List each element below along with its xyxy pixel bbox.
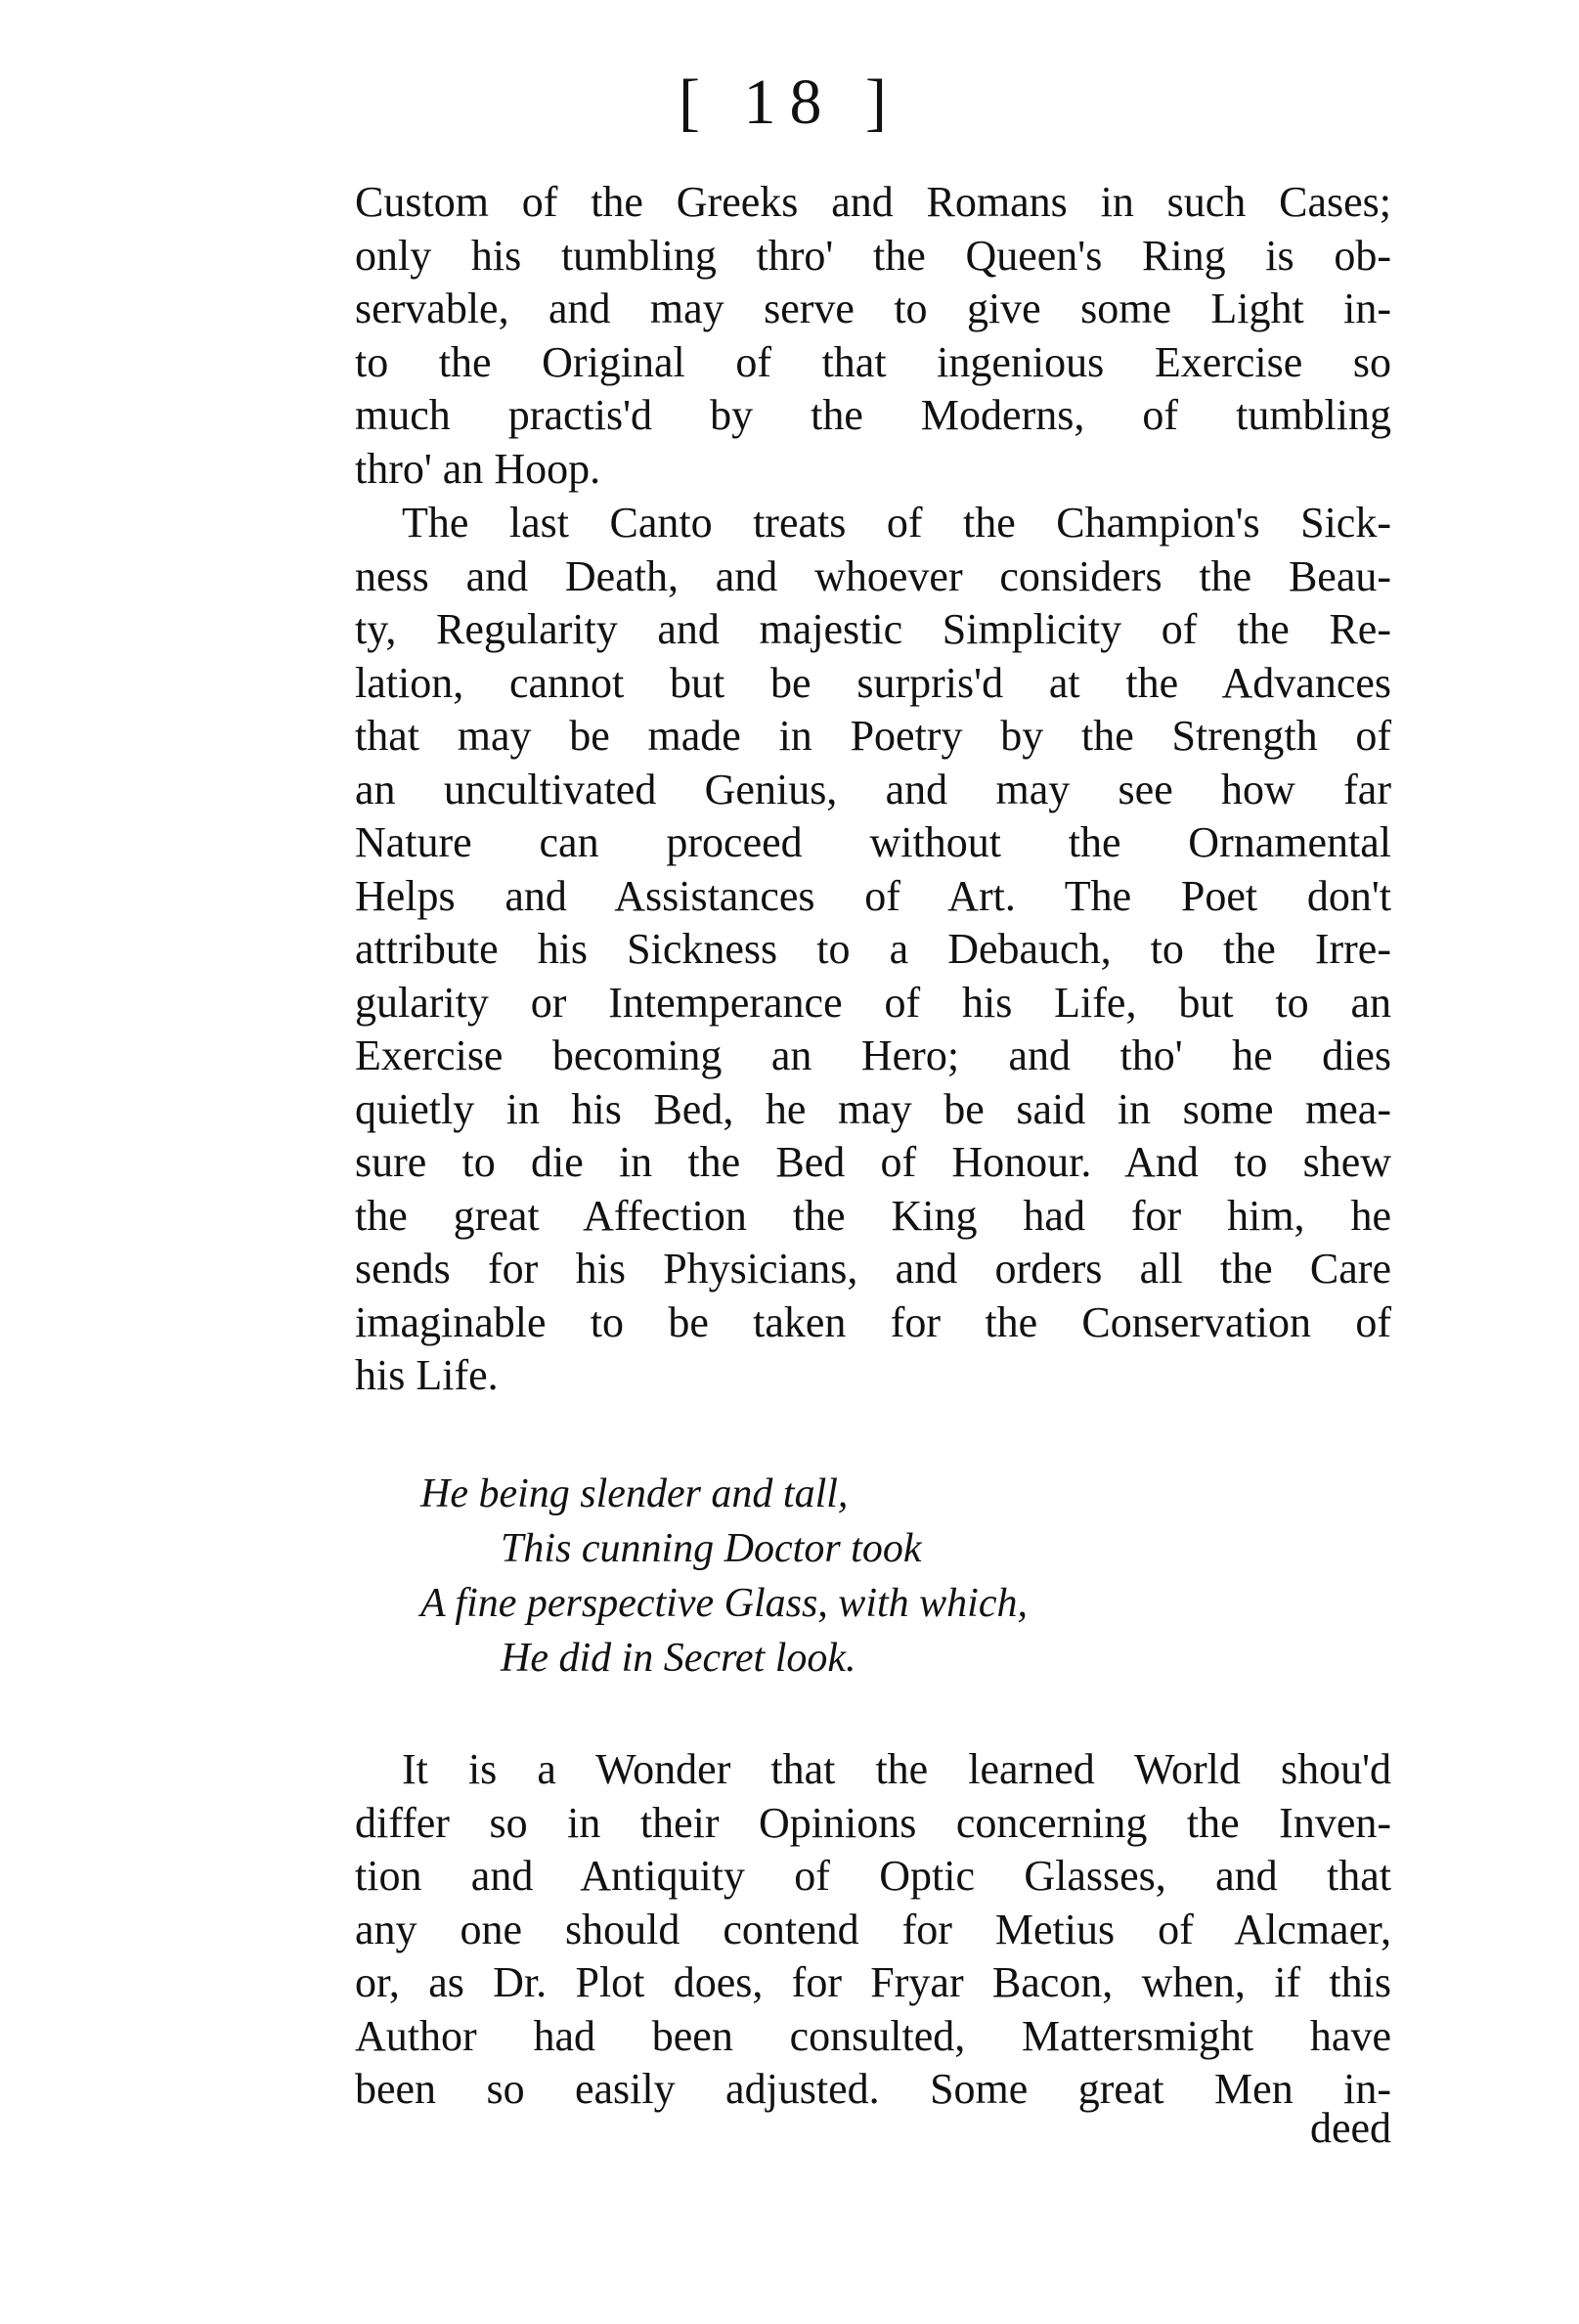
text-line: Exercise becoming an Hero; and tho' he dies — [355, 1031, 1391, 1079]
poem-line: A fine perspective Glass, with which, — [420, 1581, 1028, 1626]
text-line: ness and Death, and whoever considers the Beau- — [355, 551, 1391, 600]
text-line: an uncultivated Genius, and may see how far — [355, 765, 1391, 813]
text-line: quietly in his Bed, he may be said in some mea- — [355, 1084, 1391, 1133]
poem-line: He being slender and tall, — [420, 1471, 849, 1516]
text-line: tion and Antiquity of Optic Glasses, and that — [355, 1852, 1391, 1900]
text-line: that may be made in Poetry by the Strength of — [355, 712, 1391, 760]
paragraph-custom — [355, 176, 1391, 496]
text-line: Helps and Assistances of Art. The Poet don't — [355, 871, 1391, 920]
paragraph-last-canto — [355, 497, 1391, 1403]
text-line: Author had been consulted, Mattersmight have — [355, 2011, 1391, 2060]
text-line: servable, and may serve to give some Light in- — [355, 285, 1391, 332]
text-line: Nature can proceed without the Ornamental — [355, 818, 1391, 866]
text-line: thro' an Hoop. — [355, 444, 601, 493]
text-line: It is a Wonder that the learned World shou'd — [402, 1745, 1391, 1793]
text-line: attribute his Sickness to a Debauch, to the Irre- — [355, 925, 1391, 973]
text-line: to the Original of that ingenious Exercise so — [355, 337, 1391, 386]
paragraph-optic-glasses — [355, 1743, 1391, 2117]
text-line: imaginable to be taken for the Conservation of — [355, 1297, 1391, 1346]
text-line: been so easily adjusted. Some great Men in- — [355, 2065, 1391, 2113]
text-line: his Life. — [355, 1351, 499, 1399]
poem-line: He did in Secret look. — [501, 1636, 856, 1681]
poem-quotation — [420, 1467, 1300, 1686]
poem-line: This cunning Doctor took — [501, 1526, 922, 1571]
page-number: [ 18 ] — [679, 66, 900, 138]
text-line: any one should contend for Metius of Alcmaer, — [355, 1905, 1391, 1953]
text-line: differ so in their Opinions concerning the Inven- — [355, 1798, 1391, 1847]
text-line: or, as Dr. Plot does, for Fryar Bacon, when, if this — [355, 1958, 1391, 2006]
text-line: only his tumbling thro' the Queen's Ring is ob- — [355, 231, 1391, 280]
text-line: ty, Regularity and majestic Simplicity of the Re- — [355, 605, 1391, 653]
text-line: lation, cannot but be surpris'd at the Advances — [355, 658, 1391, 707]
text-line: The last Canto treats of the Champion's Sick- — [402, 499, 1391, 547]
text-line: sends for his Physicians, and orders all the Care — [355, 1245, 1391, 1293]
text-line: gularity or Intemperance of his Life, but to an — [355, 978, 1391, 1027]
catchword: deed — [1309, 2104, 1391, 2152]
text-line: much practis'd by the Moderns, of tumbling — [355, 391, 1391, 439]
text-line: Custom of the Greeks and Romans in such Cases; — [355, 178, 1391, 226]
text-line: the great Affection the King had for him, he — [355, 1191, 1391, 1240]
text-line: sure to die in the Bed of Honour. And to shew — [355, 1138, 1391, 1186]
